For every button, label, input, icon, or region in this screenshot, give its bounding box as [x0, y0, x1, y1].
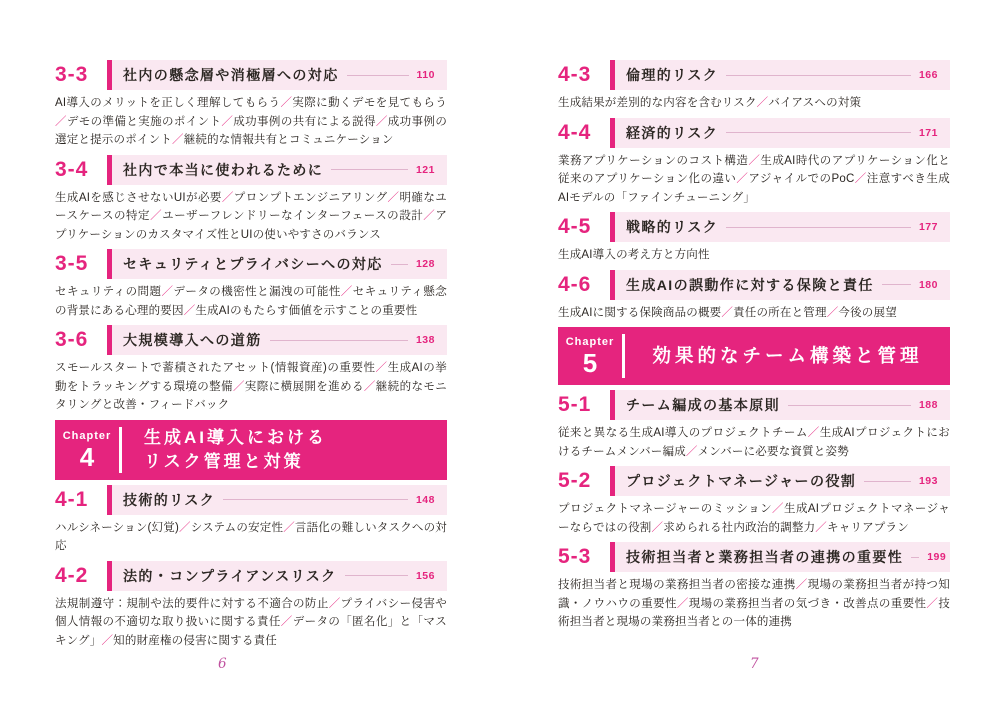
section-heading [558, 60, 950, 90]
topic-separator: ／ [721, 306, 734, 319]
toc-section-3-5 [55, 249, 447, 320]
topic-separator: ／ [772, 503, 785, 515]
section-topics: 従来と異なる生成AI導入のプロジェクトチーム／生成AIプロジェクトにおけるチームメンバー編成／メンバーに必要な資質と姿勢 [558, 427, 950, 458]
topic-separator: ／ [423, 210, 436, 222]
section-heading-band [112, 60, 447, 90]
chapter-title-line: 効果的なチーム構築と管理 [652, 345, 923, 366]
topic-separator: ／ [280, 97, 293, 109]
section-number: 4-1 [55, 487, 89, 511]
section-title: 戦略的リスク [626, 219, 719, 235]
chapter-label: Chapter [62, 429, 112, 442]
section-number: 5-3 [558, 545, 592, 568]
section-heading-band [615, 542, 950, 572]
section-page-number: 128 [415, 258, 435, 270]
section-number: 4-2 [55, 563, 89, 587]
section-page-number: 110 [416, 69, 435, 81]
section-page-number: 138 [415, 334, 435, 346]
leader-line [726, 227, 911, 228]
chapter-number-block [55, 420, 119, 480]
topic-separator: ／ [221, 115, 234, 128]
topic-separator: ／ [172, 134, 184, 146]
section-topics: ハルシネーション(幻覚)／システムの安定性／言語化の難しいタスクへの対応 [55, 521, 448, 552]
topic-separator: ／ [795, 579, 808, 591]
section-page-number: 121 [415, 163, 435, 176]
chapter-title [625, 327, 950, 385]
section-heading [55, 561, 447, 591]
section-number: 3-3 [55, 63, 89, 86]
topic-separator: ／ [283, 521, 295, 534]
chapter-number: 5 [582, 348, 598, 378]
topic-separator: ／ [340, 286, 353, 298]
section-topics: 生成AI導入の考え方と方向性 [558, 249, 710, 261]
topic-separator: ／ [179, 521, 191, 534]
leader-line [911, 557, 919, 558]
topic-separator: ／ [150, 210, 163, 222]
chapter-label: Chapter [565, 336, 615, 348]
section-heading [55, 249, 447, 279]
toc-section-4-3 [558, 60, 950, 113]
topic-separator: ／ [854, 173, 867, 185]
section-topics: スモールスタートで蓄積されたアセット(情報資産)の重要性／生成AIの挙動をトラッキングする環境の整備／実際に横展開を進める／継続的なモニタリングと改善・フィードバック [55, 362, 448, 411]
section-title: 法的・コンプライアンスリスク [123, 567, 337, 584]
section-topics: 技術担当者と現場の業務担当者の密接な連携／現場の業務担当者が持つ知識・ノウハウの重要性／現場の業務担当者の気づき・改善点の重要性／技術担当者と現場の業務担当者との一体的連携 [558, 579, 951, 628]
section-number: 5-1 [558, 393, 592, 416]
topic-separator: ／ [736, 173, 749, 185]
section-page-number: 199 [927, 551, 947, 563]
topic-separator: ／ [387, 191, 400, 204]
section-title: セキュリティとプライバシーへの対応 [123, 256, 383, 272]
section-heading [55, 60, 447, 90]
toc-section-4-4 [558, 118, 950, 208]
section-heading [558, 542, 950, 572]
leader-line [391, 264, 408, 265]
section-page-number: 177 [918, 221, 938, 233]
section-heading-band [112, 485, 447, 515]
toc-section-4-6 [558, 270, 950, 323]
toc-section-5-2 [558, 466, 950, 537]
section-heading [558, 270, 950, 300]
topic-separator: ／ [926, 597, 939, 610]
section-title: 社内で本当に使われるために [123, 161, 324, 178]
toc-section-5-3 [558, 542, 950, 632]
topic-separator: ／ [280, 616, 293, 628]
section-topics: 業務アプリケーションのコスト構造／生成AI時代のアプリケーション化と従来のアプリケーション化の違い／アジャイルでのPoC／注意すべき生成AIモデルの「ファインチューニング」 [558, 154, 951, 204]
topic-separator: ／ [748, 154, 761, 167]
topic-separator: ／ [232, 380, 245, 393]
section-heading-band [615, 390, 950, 420]
section-heading-band [615, 118, 950, 148]
toc-section-3-4 [55, 155, 447, 245]
section-heading-band [112, 155, 447, 185]
toc-section-3-6 [55, 325, 447, 415]
section-number: 3-4 [55, 157, 89, 181]
section-page-number: 180 [918, 278, 938, 291]
leader-line [882, 284, 911, 285]
topic-separator: ／ [815, 521, 827, 534]
section-page-number: 166 [918, 69, 938, 81]
section-heading-band [112, 325, 447, 355]
section-heading-band [112, 561, 447, 591]
section-number: 3-6 [55, 328, 89, 351]
section-heading-band [615, 270, 950, 300]
section-heading-band [112, 249, 447, 279]
chapter-title-line: リスク管理と対策 [144, 451, 304, 471]
section-topics: AI導入のメリットを正しく理解してもらう／実際に動くデモを見てもらう／デモの準備と実施のポイント／成功事例の共有による説得／成功事例の選定と提示のポイント／継続的な情報共有とコミュニケーション [55, 97, 448, 146]
section-heading-band [615, 466, 950, 496]
chapter-number-block [558, 327, 622, 385]
section-page-number: 148 [415, 493, 435, 506]
topic-separator: ／ [328, 597, 341, 610]
section-topics: 法規制遵守：規制や法的要件に対する不適合の防止／プライバシー侵害や個人情報の不適切な取り扱いに関する責任／データの「匿名化」と「マスキング」／知的財産権の侵害に関する責任 [55, 597, 447, 647]
toc-section-5-1 [558, 390, 950, 461]
section-topics: 生成結果が差別的な内容を含むリスク／バイアスへの対策 [558, 97, 862, 109]
topic-separator: ／ [363, 380, 376, 393]
toc-section-3-3 [55, 60, 447, 150]
section-title: 技術的リスク [123, 491, 216, 508]
chapter-title [122, 420, 447, 480]
right-page-column [558, 60, 950, 637]
section-heading [558, 466, 950, 496]
topic-separator: ／ [101, 634, 114, 647]
topic-separator: ／ [183, 304, 196, 317]
section-number: 3-5 [55, 252, 89, 275]
leader-line [726, 132, 911, 133]
section-number: 4-4 [558, 120, 592, 144]
section-page-number: 156 [415, 569, 435, 582]
topic-separator: ／ [161, 286, 174, 298]
section-topics: 生成AIに関する保険商品の概要／責任の所在と管理／今後の展望 [558, 306, 897, 319]
chapter-number: 4 [79, 441, 95, 472]
leader-line [788, 405, 911, 406]
leader-line [726, 75, 911, 76]
section-title: プロジェクトマネージャーの役割 [626, 473, 857, 489]
section-topics: プロジェクトマネージャーのミッション／生成AIプロジェクトマネージャーならではの役割／求められる社内政治的調整力／キャリアプラン [558, 503, 951, 534]
topic-separator: ／ [685, 445, 698, 458]
left-page-column [55, 60, 447, 655]
section-heading [558, 390, 950, 420]
topic-separator: ／ [826, 306, 839, 319]
section-heading-band [615, 60, 950, 90]
section-heading [55, 485, 447, 515]
page-number-right: 7 [750, 656, 759, 672]
toc-section-4-2 [55, 561, 447, 651]
section-topics: セキュリティの問題／データの機密性と漏洩の可能性／セキュリティ懸念の背景にある心理的要因／生成AIのもたらす価値を示すことの重要性 [55, 286, 448, 317]
topic-separator: ／ [651, 521, 664, 534]
topic-separator: ／ [807, 427, 820, 439]
section-title: 生成AIの誤動作に対する保険と責任 [626, 276, 874, 293]
section-title: 技術担当者と業務担当者の連携の重要性 [626, 549, 904, 565]
topic-separator: ／ [756, 97, 769, 109]
page-number-left: 6 [218, 656, 227, 672]
leader-line [864, 481, 911, 482]
section-heading [55, 325, 447, 355]
chapter-banner-4 [55, 420, 447, 480]
section-heading-band [615, 212, 950, 242]
topic-separator: ／ [375, 115, 388, 128]
section-page-number: 171 [918, 126, 938, 139]
section-heading [55, 155, 447, 185]
section-heading [558, 212, 950, 242]
toc-section-4-1 [55, 485, 447, 556]
chapter-banner-5 [558, 327, 950, 385]
topic-separator: ／ [55, 115, 67, 128]
section-heading [558, 118, 950, 148]
section-topics: 生成AIを感じさせないUIが必要／プロンプトエンジニアリング／明確なユースケースの特定／ユーザーフレンドリーなインターフェースの設計／アプリケーションのカスタマイズ性とUIの使いやすさのバランス [55, 191, 448, 241]
section-title: 大規模導入への道筋 [123, 332, 262, 348]
section-title: 社内の懸念層や消極層への対応 [123, 67, 339, 83]
section-title: 倫理的リスク [626, 67, 719, 83]
section-page-number: 193 [918, 475, 938, 487]
chapter-title-line: 生成AI導入における [144, 427, 327, 447]
leader-line [331, 169, 408, 170]
section-number: 5-2 [558, 469, 592, 492]
section-page-number: 188 [918, 399, 938, 411]
leader-line [270, 340, 408, 341]
leader-line [223, 499, 408, 500]
toc-section-4-5 [558, 212, 950, 265]
leader-line [345, 575, 408, 576]
topic-separator: ／ [375, 362, 388, 374]
section-title: チーム編成の基本原則 [626, 397, 780, 413]
section-number: 4-3 [558, 63, 592, 86]
section-number: 4-5 [558, 215, 592, 238]
section-title: 経済的リスク [626, 124, 719, 141]
topic-separator: ／ [221, 191, 234, 204]
topic-separator: ／ [676, 597, 689, 610]
section-number: 4-6 [558, 272, 592, 296]
leader-line [347, 75, 409, 76]
